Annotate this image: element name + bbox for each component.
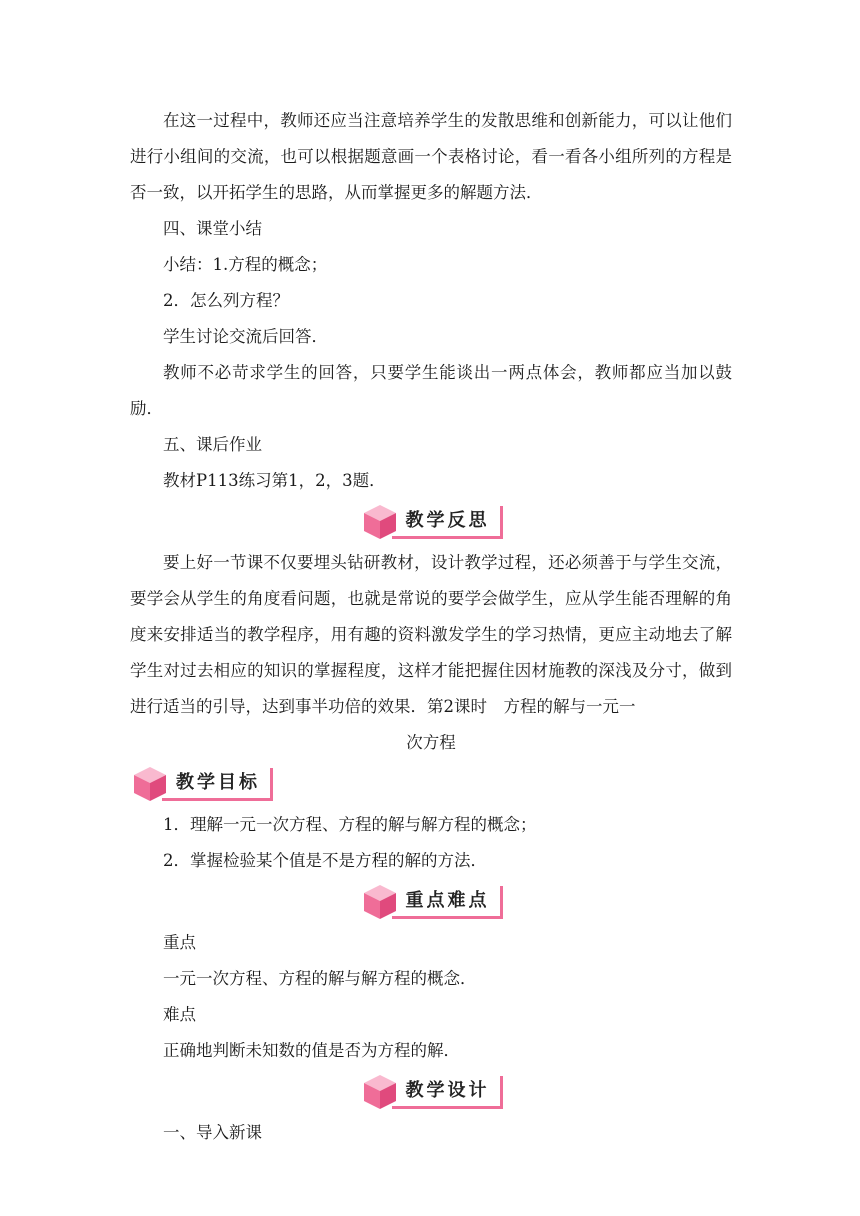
reflection-badge-label: 教学反思 xyxy=(392,506,503,539)
reflection-heading xyxy=(130,499,732,545)
keypoints-badge xyxy=(360,882,503,922)
pink-cube-icon xyxy=(360,882,400,922)
reflection-badge xyxy=(360,502,503,542)
lesson-title-continuation: 次方程 xyxy=(406,733,456,752)
difficulty-text: 正确地判断未知数的值是否为方程的解． xyxy=(163,1041,460,1060)
reflection-paragraph: 要上好一节课不仅要埋头钻研教材，设计教学过程，还必须善于与学生交流，要学会从学生的角度看问题，也就是常说的要学会做学生，应从学生能否理解的角度来安排适当的教学程序，用有趣的资料激发学生的学习热情，更应主动地去了解学生对过去相应的知识的掌握程度，这样才能把握住因材施教的深浅及分寸，做到进行适当的引导，达到事半功倍的效果．第2课时 方程的解与一元一 xyxy=(130,553,732,716)
key-text: 一元一次方程、方程的解与解方程的概念． xyxy=(163,969,477,988)
goals-heading xyxy=(130,761,732,807)
pink-cube-icon xyxy=(360,1072,400,1112)
goal-item-1: 1．理解一元一次方程、方程的解与解方程的概念； xyxy=(163,815,537,834)
goal-item-2: 2．掌握检验某个值是不是方程的解的方法． xyxy=(163,851,487,870)
goals-badge-label: 教学目标 xyxy=(162,768,273,801)
summary-item-2: 2．怎么列方程？ xyxy=(163,291,289,310)
discussion-line: 学生讨论交流后回答． xyxy=(163,327,328,346)
keypoints-heading xyxy=(130,879,732,925)
pink-cube-icon xyxy=(130,764,170,804)
section-heading-summary: 四、课堂小结 xyxy=(163,219,262,238)
summary-item-1: 小结：1.方程的概念； xyxy=(163,255,328,274)
encourage-paragraph: 教师不必苛求学生的回答，只要学生能谈出一两点体会，教师都应当加以鼓励． xyxy=(130,363,732,418)
design-heading xyxy=(130,1069,732,1115)
document-content xyxy=(130,103,732,1151)
difficulty-label: 难点 xyxy=(163,1005,196,1024)
process-paragraph: 在这一过程中，教师还应当注意培养学生的发散思维和创新能力，可以让他们进行小组间的交流，也可以根据题意画一个表格讨论，看一看各小组所列的方程是否一致，以开拓学生的思路，从而掌握更多的解题方法． xyxy=(130,111,732,202)
design-badge xyxy=(360,1072,503,1112)
goals-badge xyxy=(130,764,273,804)
design-badge-label: 教学设计 xyxy=(392,1076,503,1109)
keypoints-badge-label: 重点难点 xyxy=(392,886,503,919)
key-label: 重点 xyxy=(163,933,196,952)
section-heading-homework: 五、课后作业 xyxy=(163,435,262,454)
design-step-1: 一、导入新课 xyxy=(163,1123,262,1142)
homework-line: 教材P113练习第1，2，3题． xyxy=(163,471,386,490)
pink-cube-icon xyxy=(360,502,400,542)
